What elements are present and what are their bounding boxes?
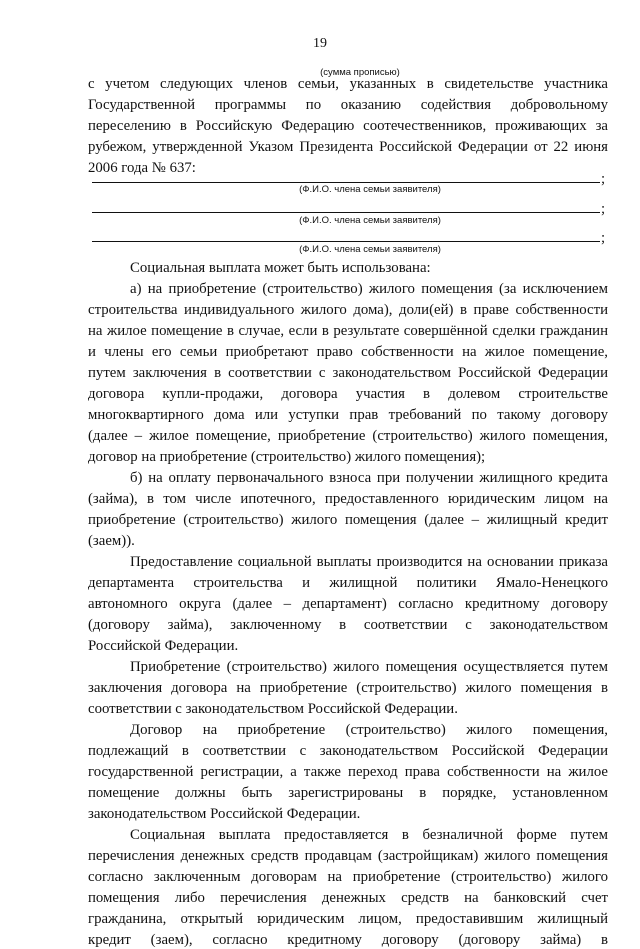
text-line: б) на оплату первоначального взноса при получении жилищного кредита <box>130 470 608 486</box>
text-line: рубежом, утвержденной Указом Президента Российской Федерации от 22 июня <box>88 139 608 155</box>
text-line: Социальная выплата может быть использована: <box>130 260 431 276</box>
text-line: заключения договора на приобретение (строительство) жилого помещения в <box>88 680 608 696</box>
page-number: 19 <box>313 36 327 51</box>
text-line: Договор на приобретение (строительство) жилого помещения, <box>130 722 608 738</box>
text-line: согласно заключенным договорам на приобретение (строительство) жилого <box>88 869 608 885</box>
text-line: подлежащий в соответствии с законодательством Российской Федерации <box>88 743 608 759</box>
text-line: Предоставление социальной выплаты производится на основании приказа <box>130 554 608 570</box>
text-line: государственной регистрации, а также переход права собственности на жилое <box>88 764 608 780</box>
text-line: путем заключения в соответствии с законодательством Российской Федерации <box>88 365 608 381</box>
field-caption: (Ф.И.О. члена семьи заявителя) <box>299 184 441 195</box>
text-line: соответствии с законодательством Российской Федерации. <box>88 701 458 717</box>
text-line: а) на приобретение (строительство) жилого помещения (за исключением <box>130 281 608 297</box>
field-end-mark: ; <box>601 171 606 187</box>
text-line: договора купли-продажи, договора участия в долевом строительстве <box>88 386 608 402</box>
text-line: Государственной программы по оказанию содействия добровольному <box>88 97 608 113</box>
text-line: Приобретение (строительство) жилого помещения осуществляется путем <box>130 659 608 675</box>
text-line: (заем)). <box>88 533 135 549</box>
text-line: автономного округа (далее – департамент) согласно кредитному договору <box>88 596 608 612</box>
text-line: Социальная выплата предоставляется в безналичной форме путем <box>130 827 608 843</box>
text-line: 2006 года № 637: <box>88 160 196 176</box>
text-line: Российской Федерации. <box>88 638 239 654</box>
text-line: (договору займа), заключенному в соответствии с законодательством <box>88 617 608 633</box>
text-line: строительства индивидуального жилого дома), доли(ей) в праве собственности <box>88 302 608 318</box>
field-caption: (Ф.И.О. члена семьи заявителя) <box>299 215 441 226</box>
field-end-mark: ; <box>601 201 606 217</box>
text-line: и члены его семьи приобретают право собственности на жилое помещение, <box>88 344 608 360</box>
sum-in-words-note: (сумма прописью) <box>320 67 400 78</box>
text-line: многоквартирного дома или уступки прав требований по такому договору <box>88 407 608 423</box>
text-line: департамента строительства и жилищной политики Ямало-Ненецкого <box>88 575 608 591</box>
field-end-mark: ; <box>601 230 606 246</box>
text-line: гражданина, открытый юридическим лицом, предоставившим жилищный <box>88 911 608 927</box>
text-line: с учетом следующих членов семьи, указанных в свидетельстве участника <box>88 76 608 92</box>
text-line: приобретение (строительство) жилого помещения (далее – жилищный кредит <box>88 512 608 528</box>
text-line: (далее – жилое помещение, приобретение (строительство) жилого помещения, <box>88 428 608 444</box>
fill-in-line <box>92 241 600 242</box>
text-line: помещение должны быть зарегистрированы в порядке, установленном <box>88 785 608 801</box>
text-line: перечисления денежных средств продавцам (застройщикам) жилого помещения <box>88 848 608 864</box>
text-line: помещения либо перечисления денежных средств на банковский счет <box>88 890 608 906</box>
fill-in-line <box>92 182 600 183</box>
text-line: (займа), в том числе ипотечного, предоставленного юридическим лицом на <box>88 491 608 507</box>
text-line: на жилое помещение в случае, если в результате совершённой сделки гражданин <box>88 323 608 339</box>
text-line: кредит (заем), согласно кредитному договору (договору займа) в <box>88 932 608 948</box>
text-line: законодательством Российской Федерации. <box>88 806 361 822</box>
text-line: договор на приобретение (строительство) жилого помещения); <box>88 449 486 465</box>
field-caption: (Ф.И.О. члена семьи заявителя) <box>299 244 441 255</box>
fill-in-line <box>92 212 600 213</box>
text-line: переселению в Российскую Федерацию соотечественников, проживающих за <box>88 118 608 134</box>
